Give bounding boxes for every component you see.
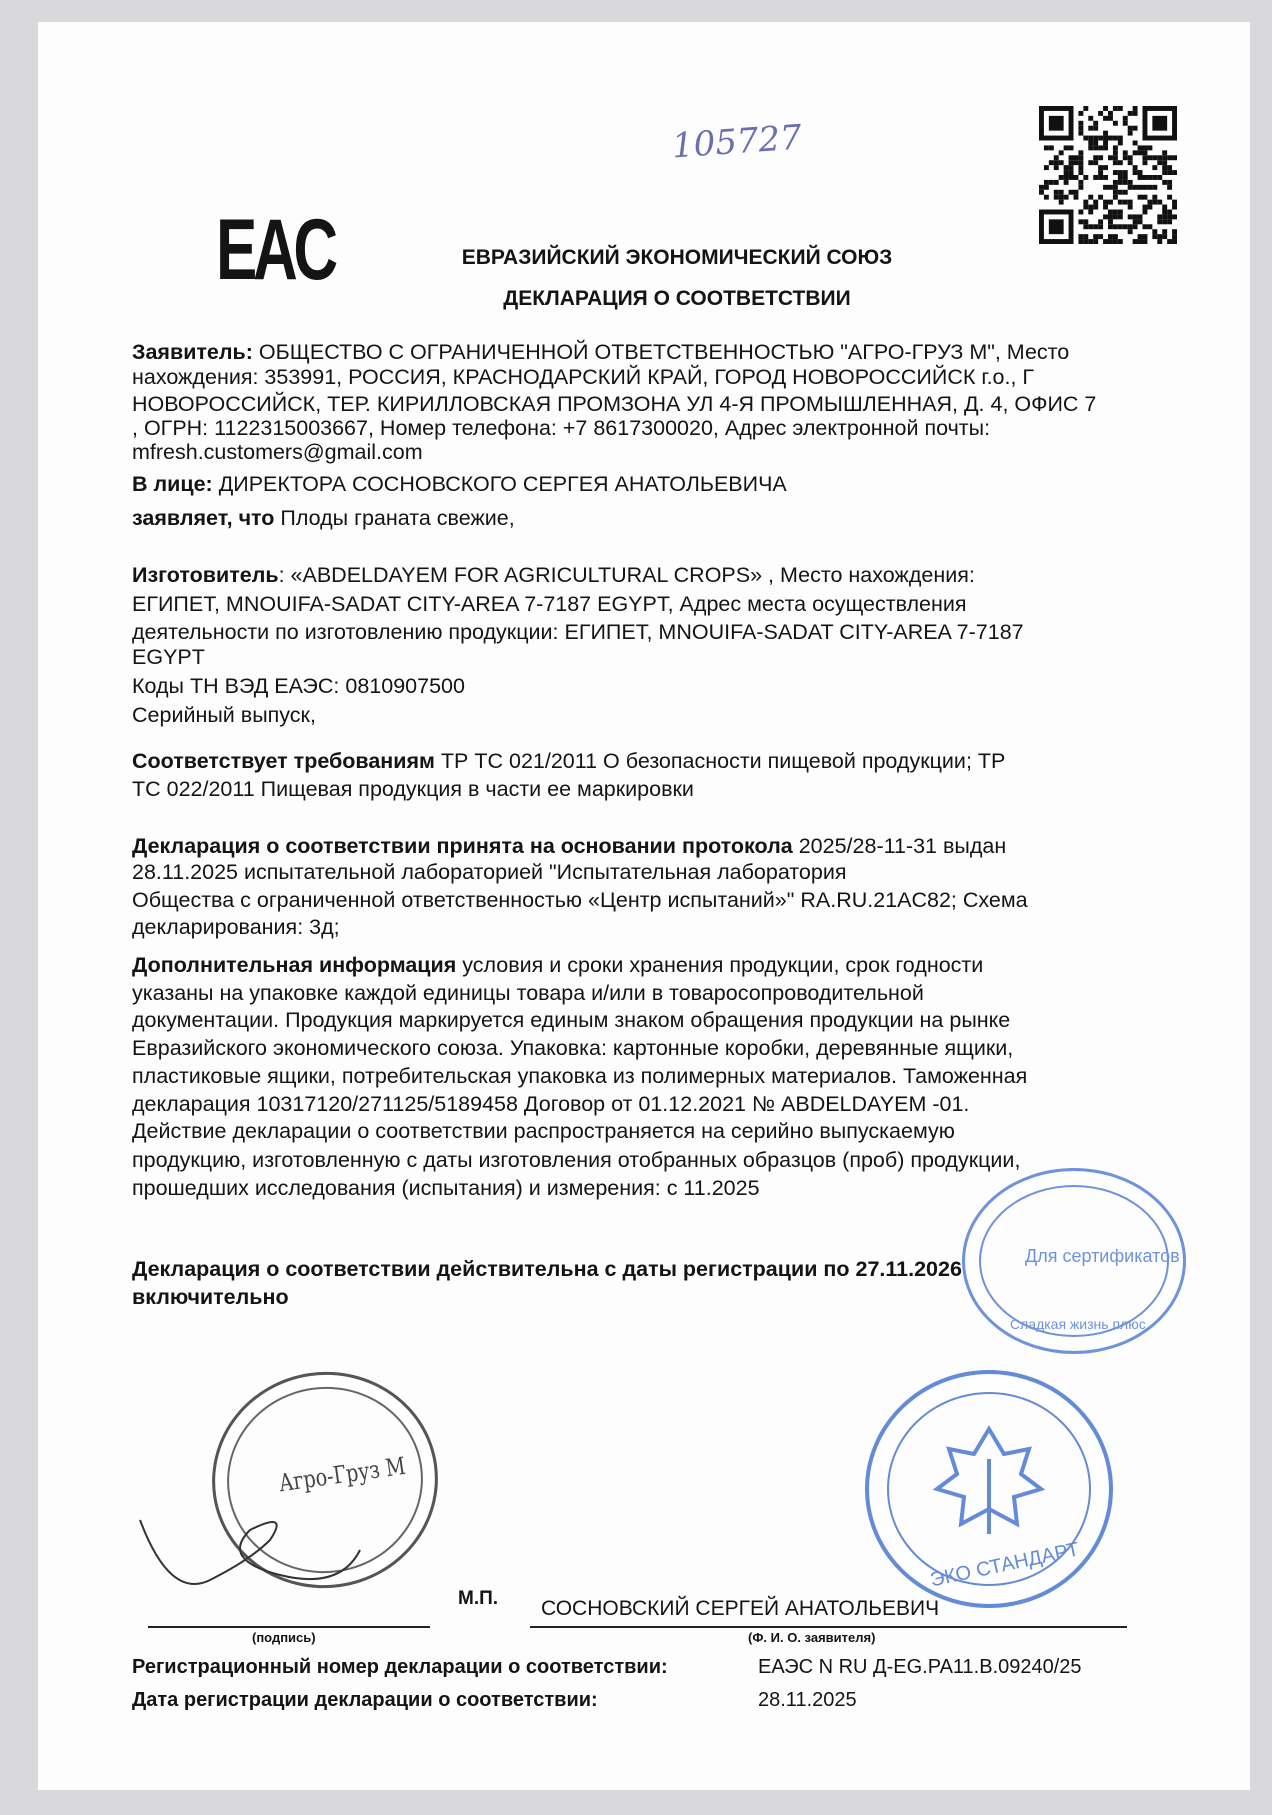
basis-text: Общества с ограниченной ответственностью «Центр испытаний»" RA.RU.21AC82; Схема [132, 888, 1028, 912]
name-line [530, 1626, 1127, 1628]
manufacturer-text: деятельности по изготовлению продукции: ЕГИПЕТ, MNOUIFA-SADAT CITY-AREA 7-7187 [132, 620, 1024, 644]
additional-info-line [132, 980, 924, 1006]
additional-info-line [132, 1091, 969, 1117]
eco-standard-stamp [865, 1370, 1113, 1608]
additional-info-line [132, 1007, 1010, 1033]
additional-info-text: документации. Продукция маркируется единым знаком обращения продукции на рынке [132, 1008, 1011, 1032]
mp-label: М.П. [458, 1588, 499, 1609]
validity-line [132, 1256, 962, 1282]
declares-label: заявляет, что [132, 506, 275, 530]
conforms-line [132, 776, 694, 802]
manufacturer-text: ЕГИПЕТ, MNOUIFA-SADAT CITY-AREA 7-7187 EGYPT, Адрес места осуществления [132, 592, 967, 616]
conforms-line [132, 748, 1005, 774]
manufacturer-text: : «ABDELDAYEM FOR AGRICULTURAL CROPS» , Место нахождения: [278, 563, 975, 587]
applicant-line [132, 439, 423, 465]
declares-text: Плоды граната свежие, [274, 506, 515, 530]
union-title: ЕВРАЗИЙСКИЙ ЭКОНОМИЧЕСКИЙ СОЮЗ [461, 246, 893, 269]
manufacturer-text: Серийный выпуск, [132, 703, 316, 727]
registration-number-value: ЕАЭС N RU Д-EG.PA11.B.09240/25 [758, 1656, 1082, 1678]
manufacturer-line [132, 673, 465, 699]
applicant-stamp-text: Агро-Груз М [277, 1451, 408, 1498]
manufacturer-line [132, 562, 975, 588]
conforms-text: ТР ТС 021/2011 О безопасности пищевой продукции; ТР [434, 749, 1006, 773]
qr-code-icon [1038, 106, 1178, 244]
additional-info-text: пластиковые ящики, потребительская упаковка из полимерных материалов. Таможенная [132, 1064, 1028, 1088]
applicant-text: ОБЩЕСТВО С ОГРАНИЧЕННОЙ ОТВЕТСТВЕННОСТЬЮ "АГРО-ГРУЗ М", Место [252, 340, 1070, 364]
registration-number-label: Регистрационный номер декларации о соответствии: [132, 1656, 668, 1678]
applicant-name: СОСНОВСКИЙ СЕРГЕЙ АНАТОЛЬЕВИЧ [541, 1597, 940, 1620]
declares-line [132, 505, 515, 531]
signature-line [148, 1626, 430, 1628]
basis-line [132, 914, 340, 940]
leaf-icon [929, 1419, 1049, 1539]
representative-label: В лице: [132, 472, 213, 496]
additional-info-text: продукцию, изготовленную с даты изготовления отобранных образцов (проб) продукции, [132, 1148, 1021, 1172]
basis-line [132, 833, 1006, 859]
manufacturer-text: Коды ТН ВЭД ЕАЭС: 0810907500 [132, 674, 465, 698]
basis-text: декларирования: 3д; [132, 915, 340, 939]
applicant-label: Заявитель: [132, 340, 253, 364]
applicant-text: нахождения: 353991, РОССИЯ, КРАСНОДАРСКИЙ КРАЙ, ГОРОД НОВОРОССИЙСК г.о., Г [132, 365, 1035, 389]
basis-line [132, 887, 1028, 913]
applicant-text: , ОГРН: 1122315003667, Номер телефона: +7 8617300020, Адрес электронной почты: [132, 416, 991, 440]
additional-info-text: прошедших исследования (испытания) и измерения: с 11.2025 [132, 1176, 760, 1200]
basis-line [132, 859, 846, 885]
applicant-line [132, 391, 1096, 417]
additional-info-text: указаны на упаковке каждой единицы товара и/или в товаросопроводительной [132, 981, 924, 1005]
additional-info-label: Дополнительная информация [132, 953, 457, 977]
name-caption: (Ф. И. О. заявителя) [748, 1630, 876, 1645]
validity-line [132, 1284, 289, 1310]
additional-info-line [132, 1035, 1013, 1061]
eco-stamp-text: ЭКО СТАНДАРТ [928, 1538, 1082, 1592]
additional-info-text: Евразийского экономического союза. Упаковка: картонные коробки, деревянные ящики, [132, 1036, 1014, 1060]
document-title: ДЕКЛАРАЦИЯ О СООТВЕТСТВИИ [503, 287, 851, 310]
basis-text: 2025/28-11-31 выдан [792, 834, 1007, 858]
conforms-label: Соответствует требованиям [132, 749, 435, 773]
handwritten-number: 105727 [670, 117, 804, 167]
manufacturer-line [132, 702, 316, 728]
additional-info-line [132, 1063, 1027, 1089]
manufacturer-label: Изготовитель [132, 563, 279, 587]
certification-stamp-ring: Сладкая жизнь плюс [1010, 1316, 1146, 1332]
eac-logo: EAC [216, 202, 334, 298]
manufacturer-text: EGYPT [132, 645, 205, 669]
certification-stamp-text: Для сертификатов [1025, 1246, 1180, 1266]
applicant-text: НОВОРОССИЙСК, ТЕР. КИРИЛЛОВСКАЯ ПРОМЗОНА УЛ 4-Я ПРОМЫШЛЕННАЯ, Д. 4, ОФИС 7 [132, 392, 1097, 416]
certification-stamp [962, 1168, 1186, 1354]
registration-date-value: 28.11.2025 [758, 1689, 857, 1711]
manufacturer-line [132, 619, 1024, 645]
additional-info-text: Действие декларации о соответствии распространяется на серийно выпускаемую [132, 1119, 955, 1143]
signature-caption: (подпись) [252, 1630, 316, 1645]
basis-label: Декларация о соответствии принята на основании протокола [132, 834, 793, 858]
conforms-text: ТС 022/2011 Пищевая продукция в части ее маркировки [132, 777, 694, 801]
signature-scribble [130, 1480, 370, 1610]
representative-text: ДИРЕКТОРА СОСНОВСКОГО СЕРГЕЯ АНАТОЛЬЕВИЧА [212, 472, 787, 496]
additional-info-line [132, 952, 983, 978]
additional-info-text: условия и сроки хранения продукции, срок годности [456, 953, 984, 977]
validity-label: Декларация о соответствии действительна с даты регистрации по 27.11.2026 [132, 1257, 962, 1281]
representative-line [132, 471, 787, 497]
manufacturer-line [132, 644, 205, 670]
validity-text: включительно [132, 1285, 289, 1309]
additional-info-line [132, 1175, 760, 1201]
registration-date-label: Дата регистрации декларации о соответствии: [132, 1689, 598, 1711]
additional-info-line [132, 1147, 1020, 1173]
applicant-line [132, 339, 1069, 365]
applicant-line [132, 415, 990, 441]
additional-info-line [132, 1118, 955, 1144]
applicant-line [132, 364, 1034, 390]
basis-text: 28.11.2025 испытательной лабораторией "Испытательная лаборатория [132, 860, 847, 884]
manufacturer-line [132, 591, 967, 617]
additional-info-text: декларация 10317120/271125/5189458 Договор от 01.12.2021 № ABDELDAYEM -01. [132, 1092, 970, 1116]
applicant-text: mfresh.customers@gmail.com [132, 440, 423, 464]
